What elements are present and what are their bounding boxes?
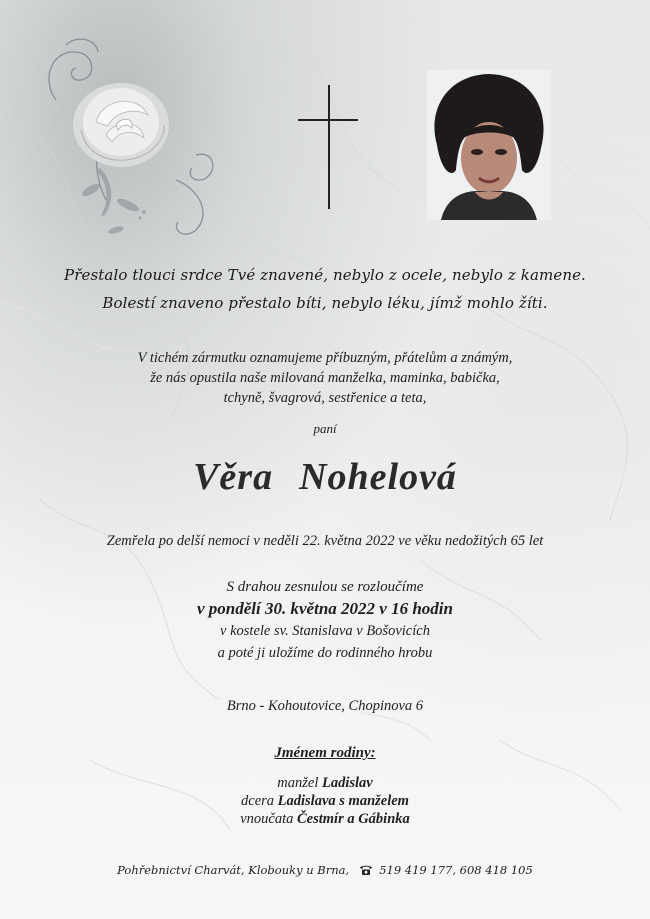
title-word: paní	[313, 421, 337, 436]
farewell-burial: a poté ji uložíme do rodinného hrobu	[217, 645, 433, 661]
family-member: vnoučata Čestmír a Gábinka	[240, 811, 410, 827]
quote-line-2: Bolestí znaveno přestalo bíti, nebylo léku, jímž mohlo žíti.	[102, 294, 548, 312]
announcement-line: že nás opustila naše milovaná manželka, maminka, babička,	[150, 370, 500, 386]
phone-icon	[359, 864, 373, 876]
announcement-line: tchyně, švagrová, sestřenice a teta,	[223, 390, 427, 406]
announcement-line: V tichém zármutku oznamujeme příbuzným, přátelům a známým,	[137, 350, 513, 366]
family-list	[0, 774, 650, 828]
farewell-info	[0, 576, 650, 664]
first-name: Věra	[193, 456, 274, 498]
family-heading: Jménem rodiny:	[274, 745, 376, 761]
funeral-service-name: Pohřebnictví Charvát, Klobouky u Brna,	[117, 863, 350, 877]
deceased-name	[0, 455, 650, 499]
family-member: manžel Ladislav	[277, 775, 373, 791]
rose-icon	[36, 30, 226, 270]
farewell-place: v kostele sv. Stanislava v Bošovicích	[220, 623, 430, 639]
last-name: Nohelová	[299, 456, 457, 498]
quote-line-1: Přestalo tlouci srdce Tvé znavené, nebylo z ocele, nebylo z kamene.	[64, 266, 586, 284]
portrait-photo	[427, 70, 551, 220]
family-address: Brno - Kohoutovice, Chopinova 6	[226, 698, 424, 714]
funeral-service-footer	[0, 863, 650, 877]
farewell-datetime: v pondělí 30. května 2022 v 16 hodin	[197, 599, 453, 618]
cross-icon	[292, 82, 362, 212]
death-notice: Zemřela po delší nemoci v neděli 22. května 2022 ve věku nedožitých 65 let	[106, 533, 544, 549]
announcement-text	[0, 348, 650, 408]
family-member: dcera Ladislava s manželem	[241, 793, 409, 809]
farewell-line: S drahou zesnulou se rozloučíme	[226, 579, 424, 595]
phone-numbers: 519 419 177, 608 418 105	[379, 863, 533, 877]
